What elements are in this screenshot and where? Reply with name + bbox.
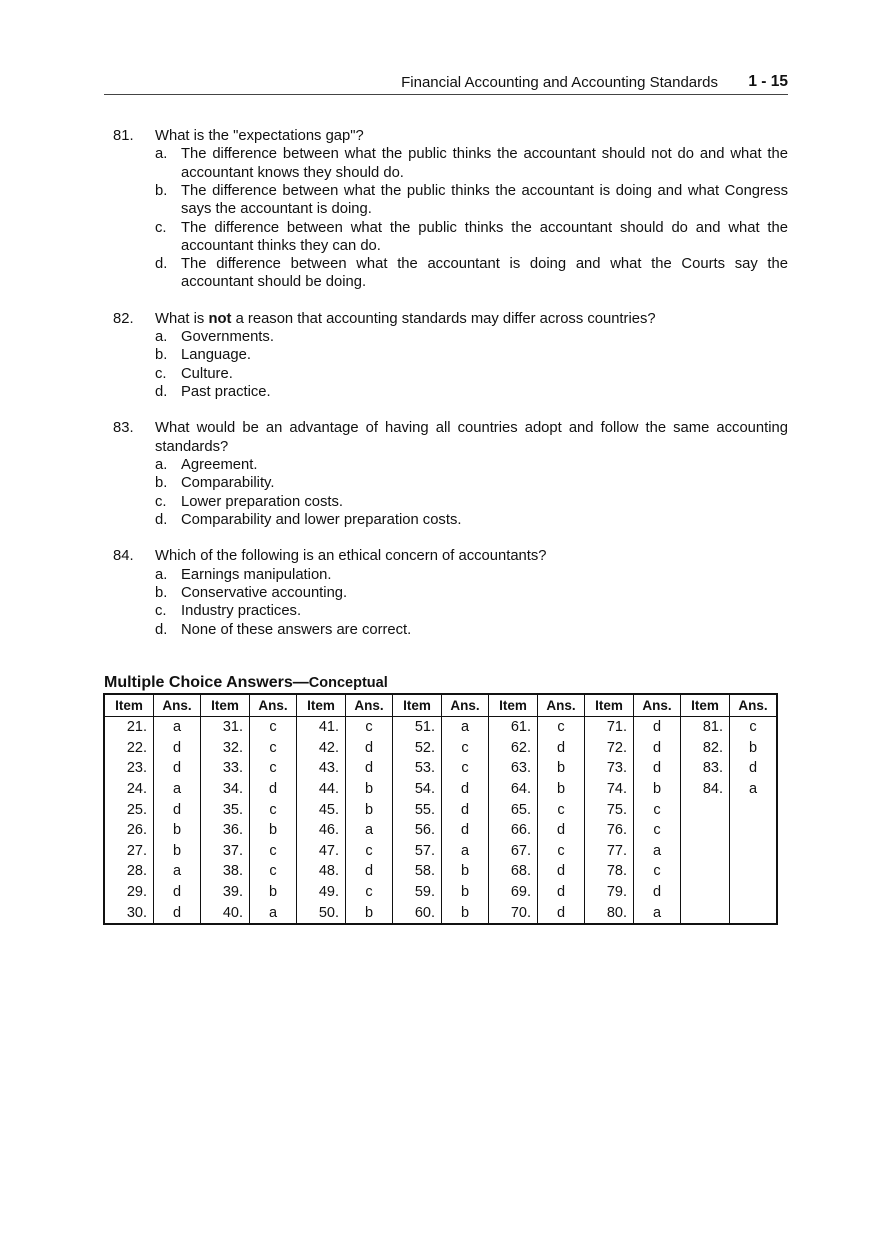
option-letter: a. [155, 457, 168, 474]
item-number-cell: 73. [585, 758, 634, 779]
item-number-cell: 70. [489, 902, 538, 924]
table-row [104, 717, 777, 738]
answer-cell [730, 799, 778, 820]
option-b [113, 474, 788, 492]
question-text: What is the "expectations gap"? [155, 128, 364, 144]
answer-cell: d [538, 902, 585, 924]
item-number-cell: 79. [585, 882, 634, 903]
answer-cell: b [346, 779, 393, 800]
table-row [104, 882, 777, 903]
column-header-item: Item [489, 694, 538, 717]
item-number-cell: 44. [297, 779, 346, 800]
answer-cell: d [442, 779, 489, 800]
item-number-cell: 31. [201, 717, 250, 738]
question-84 [113, 547, 788, 639]
answer-cell: d [346, 861, 393, 882]
answer-cell: d [154, 882, 201, 903]
item-number-cell: 68. [489, 861, 538, 882]
answer-cell: d [154, 799, 201, 820]
option-a [113, 456, 788, 474]
item-number-cell: 61. [489, 717, 538, 738]
item-number-cell: 40. [201, 902, 250, 924]
item-number-cell: 46. [297, 820, 346, 841]
item-number-cell: 51. [393, 717, 442, 738]
answer-cell: c [346, 717, 393, 738]
answer-cell: d [442, 820, 489, 841]
answer-cell: b [634, 779, 681, 800]
option-letter: d. [155, 621, 168, 638]
item-number-cell: 35. [201, 799, 250, 820]
item-number-cell: 22. [104, 738, 154, 759]
option-text: Agreement. [181, 457, 258, 474]
answer-cell [730, 841, 778, 862]
option-letter: b. [155, 475, 168, 492]
question-text-part: a reason that accounting standards may differ across countries? [231, 310, 656, 327]
option-letter: c. [155, 493, 167, 510]
question-number: 83. [113, 420, 134, 437]
item-number-cell: 42. [297, 738, 346, 759]
option-text: The difference between what the public thinks the accountant should not do and what the accountant knows they should do. [181, 146, 788, 181]
answer-cell: b [538, 779, 585, 800]
answer-cell: d [538, 738, 585, 759]
item-number-cell [681, 861, 730, 882]
table-row [104, 779, 777, 800]
option-d [113, 255, 788, 292]
option-c [113, 219, 788, 256]
option-letter: a. [155, 146, 168, 163]
answer-cell: c [346, 882, 393, 903]
item-number-cell: 60. [393, 902, 442, 924]
answer-cell: b [346, 799, 393, 820]
option-d [113, 511, 788, 529]
item-number-cell: 34. [201, 779, 250, 800]
item-number-cell: 58. [393, 861, 442, 882]
option-text: Earnings manipulation. [181, 566, 332, 583]
option-c [113, 493, 788, 511]
item-number-cell [681, 841, 730, 862]
item-number-cell: 38. [201, 861, 250, 882]
answer-cell: d [730, 758, 778, 779]
column-header-item: Item [393, 694, 442, 717]
answer-cell: a [634, 841, 681, 862]
option-letter: c. [155, 365, 167, 382]
answer-cell: b [250, 820, 297, 841]
option-text: The difference between what the public thinks the accountant is doing and what Congress says the accountant is doing. [181, 183, 788, 218]
item-number-cell: 49. [297, 882, 346, 903]
answer-cell: c [442, 758, 489, 779]
answer-cell: b [442, 902, 489, 924]
item-number-cell [681, 902, 730, 924]
option-text: Language. [181, 347, 251, 364]
answer-cell: d [634, 738, 681, 759]
answers-heading [104, 674, 388, 692]
answer-cell: a [442, 717, 489, 738]
column-header-ans: Ans. [154, 694, 201, 717]
answer-cell: a [730, 779, 778, 800]
page-header [104, 72, 788, 95]
answer-cell: c [250, 799, 297, 820]
option-a [113, 566, 788, 584]
option-text: The difference between what the public thinks the accountant should do and what the accountant thinks they can do. [181, 219, 788, 254]
option-c [113, 602, 788, 620]
item-number-cell: 65. [489, 799, 538, 820]
item-number-cell: 37. [201, 841, 250, 862]
option-text: Conservative accounting. [181, 585, 348, 602]
column-header-item: Item [681, 694, 730, 717]
item-number-cell: 26. [104, 820, 154, 841]
item-number-cell: 63. [489, 758, 538, 779]
answer-cell: c [442, 738, 489, 759]
option-text: None of these answers are correct. [181, 621, 412, 638]
answers-body [104, 717, 777, 924]
column-header-ans: Ans. [346, 694, 393, 717]
column-header-ans: Ans. [538, 694, 585, 717]
item-number-cell: 54. [393, 779, 442, 800]
answer-cell: b [250, 882, 297, 903]
item-number-cell: 81. [681, 717, 730, 738]
item-number-cell: 27. [104, 841, 154, 862]
answer-cell: c [346, 841, 393, 862]
item-number-cell: 24. [104, 779, 154, 800]
option-letter: d. [155, 256, 168, 273]
header-title: Financial Accounting and Accounting Standards [401, 74, 718, 91]
item-number-cell: 36. [201, 820, 250, 841]
option-text: Governments. [181, 329, 274, 346]
answers-heading-main: Multiple Choice Answers— [104, 674, 309, 691]
option-letter: c. [155, 219, 167, 236]
item-number-cell: 48. [297, 861, 346, 882]
option-b [113, 346, 788, 364]
option-d [113, 383, 788, 401]
item-number-cell: 21. [104, 717, 154, 738]
question-list [113, 127, 788, 657]
item-number-cell: 69. [489, 882, 538, 903]
option-letter: c. [155, 603, 167, 620]
answer-cell: a [154, 779, 201, 800]
table-row [104, 820, 777, 841]
option-a [113, 328, 788, 346]
table-row [104, 758, 777, 779]
option-b [113, 584, 788, 602]
answer-cell: b [346, 902, 393, 924]
column-header-item: Item [201, 694, 250, 717]
option-c [113, 365, 788, 383]
item-number-cell: 66. [489, 820, 538, 841]
question-number: 81. [113, 128, 134, 144]
answer-cell: a [346, 820, 393, 841]
item-number-cell: 47. [297, 841, 346, 862]
item-number-cell: 62. [489, 738, 538, 759]
item-number-cell: 52. [393, 738, 442, 759]
table-row [104, 861, 777, 882]
item-number-cell: 83. [681, 758, 730, 779]
answer-cell [730, 861, 778, 882]
item-number-cell: 59. [393, 882, 442, 903]
answer-cell: d [538, 882, 585, 903]
column-header-item: Item [585, 694, 634, 717]
option-letter: b. [155, 347, 168, 364]
question-number: 84. [113, 548, 134, 565]
item-number-cell [681, 882, 730, 903]
item-number-cell: 75. [585, 799, 634, 820]
answer-cell: c [634, 820, 681, 841]
option-text: The difference between what the accountant is doing and what the Courts say the accountant should be doing. [181, 256, 788, 291]
item-number-cell: 32. [201, 738, 250, 759]
answers-table [103, 693, 778, 925]
answer-cell: d [442, 799, 489, 820]
item-number-cell: 30. [104, 902, 154, 924]
answer-cell: a [154, 717, 201, 738]
column-header-ans: Ans. [730, 694, 778, 717]
option-text: Comparability and lower preparation costs. [181, 512, 462, 529]
item-number-cell: 25. [104, 799, 154, 820]
answer-cell: d [154, 902, 201, 924]
answer-cell: a [634, 902, 681, 924]
item-number-cell: 76. [585, 820, 634, 841]
page-number: 1 - 15 [748, 73, 788, 90]
answer-cell: a [154, 861, 201, 882]
question-text [155, 311, 656, 327]
answer-cell: d [538, 861, 585, 882]
answer-cell: b [538, 758, 585, 779]
answer-cell: d [538, 820, 585, 841]
item-number-cell: 56. [393, 820, 442, 841]
question-81 [113, 127, 788, 292]
answer-cell: b [442, 882, 489, 903]
answers-heading-sub: Conceptual [308, 675, 388, 691]
column-header-ans: Ans. [442, 694, 489, 717]
answer-cell: a [442, 841, 489, 862]
item-number-cell: 64. [489, 779, 538, 800]
option-text: Comparability. [181, 475, 275, 492]
item-number-cell: 71. [585, 717, 634, 738]
item-number-cell: 41. [297, 717, 346, 738]
option-letter: a. [155, 329, 168, 346]
option-letter: d. [155, 512, 168, 529]
option-text: Past practice. [181, 384, 271, 401]
answer-cell: c [250, 738, 297, 759]
table-row [104, 799, 777, 820]
answer-cell: c [250, 861, 297, 882]
option-letter: b. [155, 183, 168, 199]
answer-cell: c [538, 799, 585, 820]
table-row [104, 841, 777, 862]
table-row [104, 902, 777, 924]
option-text: Lower preparation costs. [181, 493, 344, 510]
item-number-cell: 80. [585, 902, 634, 924]
item-number-cell [681, 820, 730, 841]
item-number-cell: 74. [585, 779, 634, 800]
option-letter: b. [155, 585, 168, 602]
answer-cell: d [346, 738, 393, 759]
answers-header-row [104, 694, 777, 717]
answer-cell: c [538, 717, 585, 738]
item-number-cell: 28. [104, 861, 154, 882]
answer-cell: b [442, 861, 489, 882]
item-number-cell: 57. [393, 841, 442, 862]
column-header-item: Item [297, 694, 346, 717]
column-header-ans: Ans. [250, 694, 297, 717]
question-82 [113, 310, 788, 402]
item-number-cell [681, 799, 730, 820]
item-number-cell: 72. [585, 738, 634, 759]
option-letter: d. [155, 384, 168, 401]
question-text: What would be an advantage of having all countries adopt and follow the same accounting standards? [155, 420, 788, 455]
column-header-ans: Ans. [634, 694, 681, 717]
item-number-cell: 23. [104, 758, 154, 779]
answer-cell: c [538, 841, 585, 862]
item-number-cell: 45. [297, 799, 346, 820]
option-text: Industry practices. [181, 603, 302, 620]
item-number-cell: 77. [585, 841, 634, 862]
option-letter: a. [155, 566, 168, 583]
answer-cell: c [250, 717, 297, 738]
item-number-cell: 67. [489, 841, 538, 862]
item-number-cell: 43. [297, 758, 346, 779]
table-row [104, 738, 777, 759]
question-83 [113, 419, 788, 529]
item-number-cell: 50. [297, 902, 346, 924]
answer-cell: c [634, 799, 681, 820]
item-number-cell: 29. [104, 882, 154, 903]
answer-cell: b [154, 841, 201, 862]
question-number: 82. [113, 310, 134, 327]
option-b [113, 182, 788, 219]
answer-cell: d [250, 779, 297, 800]
answer-cell: b [730, 738, 778, 759]
option-text: Culture. [181, 365, 233, 382]
answer-cell: d [634, 717, 681, 738]
answer-cell: c [730, 717, 778, 738]
item-number-cell: 78. [585, 861, 634, 882]
answer-cell: c [250, 758, 297, 779]
item-number-cell: 39. [201, 882, 250, 903]
answer-cell [730, 902, 778, 924]
item-number-cell: 82. [681, 738, 730, 759]
item-number-cell: 33. [201, 758, 250, 779]
answer-cell [730, 882, 778, 903]
question-emphasis: not [208, 310, 232, 327]
answer-cell: a [250, 902, 297, 924]
answer-cell: d [154, 738, 201, 759]
question-text-part: What is [155, 310, 209, 327]
answer-cell: d [634, 882, 681, 903]
option-a [113, 145, 788, 182]
question-text: Which of the following is an ethical concern of accountants? [155, 548, 547, 565]
answer-cell: d [154, 758, 201, 779]
answer-cell: b [154, 820, 201, 841]
answer-cell: c [634, 861, 681, 882]
item-number-cell: 53. [393, 758, 442, 779]
option-d [113, 621, 788, 639]
item-number-cell: 84. [681, 779, 730, 800]
answer-cell: c [250, 841, 297, 862]
answer-cell [730, 820, 778, 841]
item-number-cell: 55. [393, 799, 442, 820]
answer-cell: d [346, 758, 393, 779]
answer-cell: d [634, 758, 681, 779]
column-header-item: Item [104, 694, 154, 717]
